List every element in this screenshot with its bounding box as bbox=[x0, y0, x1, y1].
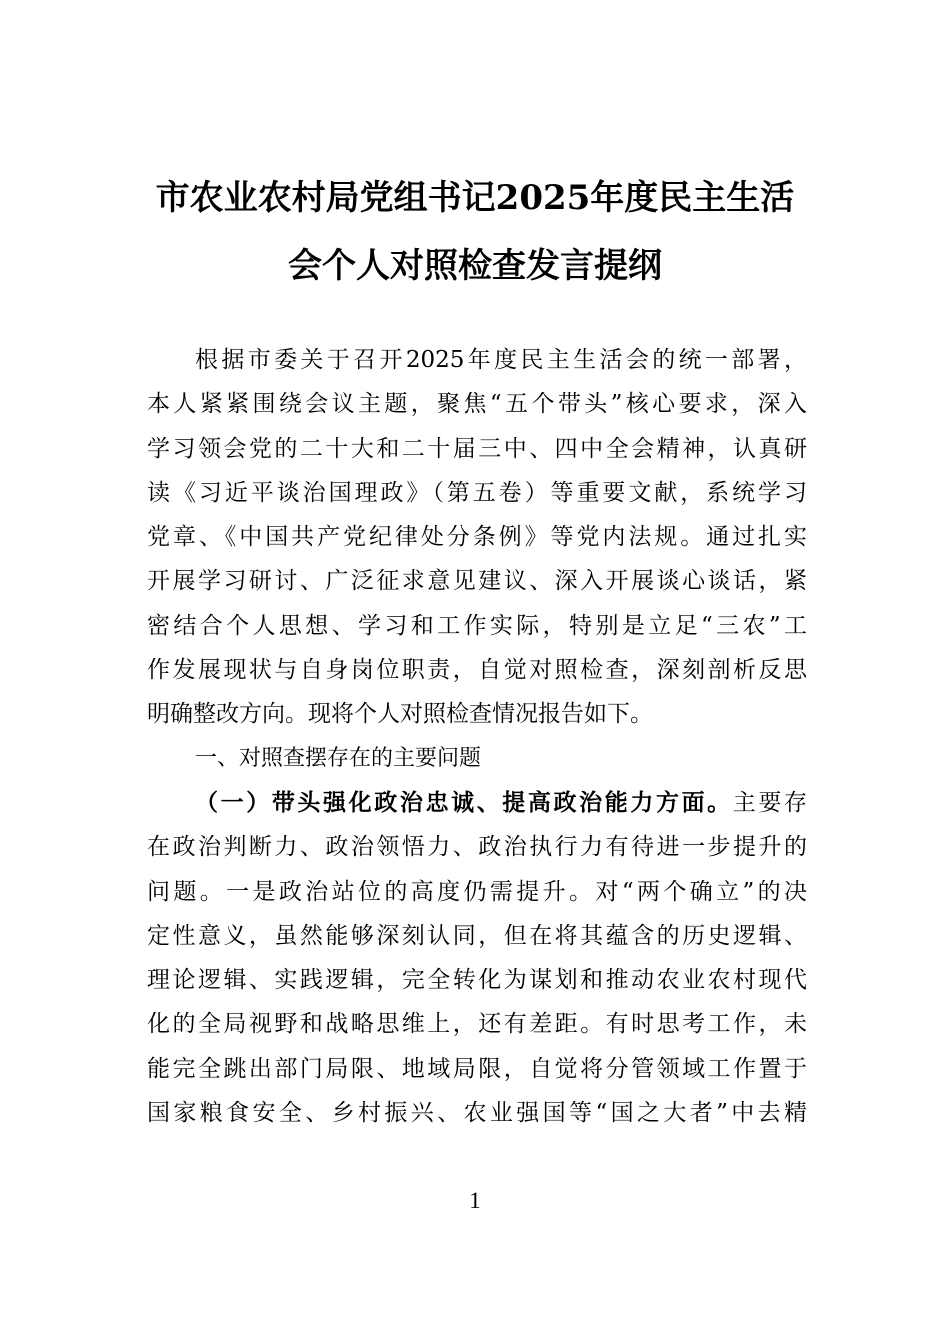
document-title-line-1: 市农业农村局党组书记2025年度民主生活 bbox=[155, 178, 795, 218]
body-line: 化的全局视野和战略思维上，还有差距。有时思考工作，未 bbox=[147, 1011, 807, 1038]
subsection-first-line bbox=[147, 781, 807, 825]
body-line: 学习领会党的二十大和二十届三中、四中全会精神，认真研 bbox=[147, 435, 807, 462]
body-line: 开展学习研讨、广泛征求意见建议、深入开展谈心谈话，紧 bbox=[147, 568, 807, 595]
body-line: 密结合个人思想、学习和工作实际，特别是立足“三农”工 bbox=[147, 612, 807, 639]
body-line: 作发展现状与自身岗位职责，自觉对照检查，深刻剖析反思 bbox=[147, 657, 807, 684]
document-title-line-2: 会个人对照检查发言提纲 bbox=[288, 246, 662, 286]
subsection-heading: （一）带头强化政治忠诚、提高政治能力方面。 bbox=[195, 788, 733, 816]
page-number: 1 bbox=[469, 1188, 481, 1213]
body-line: 在政治判断力、政治领悟力、政治执行力有待进一步提升的 bbox=[147, 834, 807, 861]
body-line: 理论逻辑、实践逻辑，完全转化为谋划和推动农业农村现代 bbox=[147, 967, 807, 994]
body-line: 读《习近平谈治国理政》（第五卷）等重要文献，系统学习 bbox=[147, 479, 807, 506]
document-body bbox=[147, 338, 807, 1135]
subsection-first-line-rest: 主要存 bbox=[732, 789, 808, 816]
section-heading: 一、对照查摆存在的主要问题 bbox=[195, 745, 482, 771]
body-line: 本人紧紧围绕会议主题，聚焦“五个带头”核心要求，深入 bbox=[147, 391, 807, 418]
body-line: 问题。一是政治站位的高度仍需提升。对“两个确立”的决 bbox=[147, 878, 807, 905]
body-line: 根据市委关于召开2025年度民主生活会的统一部署， bbox=[195, 347, 807, 373]
body-line: 明确整改方向。现将个人对照检查情况报告如下。 bbox=[147, 701, 653, 728]
body-line: 国家粮食安全、乡村振兴、农业强国等“国之大者”中去精 bbox=[147, 1100, 807, 1127]
body-line: 定性意义，虽然能够深刻认同，但在将其蕴含的历史逻辑、 bbox=[147, 922, 807, 949]
body-line: 能完全跳出部门局限、地域局限，自觉将分管领域工作置于 bbox=[147, 1055, 807, 1082]
body-line: 党章、《中国共产党纪律处分条例》等党内法规。通过扎实 bbox=[147, 524, 807, 551]
